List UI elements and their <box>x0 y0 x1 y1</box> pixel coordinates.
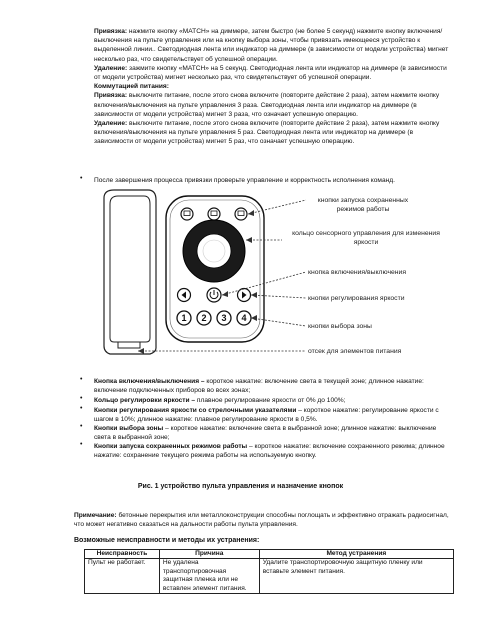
after-binding-note: После завершения процесса привязки проверьте управление и корректность исполнения команд. <box>94 177 395 184</box>
mode-button-3[interactable] <box>235 208 247 220</box>
bullet: • <box>80 376 83 383</box>
legend-brightness-ring: Кольцо регулировки яркости – плавное регулирование яркости от 0% до 100%; <box>94 397 346 404</box>
callout-touch-ring: кольцо сенсорного управления для изменения яркости <box>292 230 440 246</box>
zone-button-3-label: 3 <box>221 313 227 323</box>
cell-cause: Не удалена транспортировочная защитная пленка или не вставлен элемент питания. <box>159 559 259 594</box>
bullet: • <box>80 175 83 182</box>
table-title: Возможные неисправности и методы их устранения: <box>74 537 260 544</box>
paragraph-power-binding: Привязка: выключите питание, после этого снова включите (повторите действие 2 раза), затем нажмите кнопку включения/выключения на пульте управления 3 раза. Светодиодная лента или индикатор на диммере (в зависимости от модели устройства) мигнет 3 раза, что означает успешную операцию. <box>94 92 440 118</box>
legend-mode-buttons: Кнопки запуска сохраненных режимов работы – короткое нажатие: включение сохраненного режима; длинное нажатие: сохранение текущего режима работы на используемую кнопку. <box>94 443 445 460</box>
callout-mode-buttons: кнопки запуска сохраненных режимов работы <box>317 197 409 213</box>
cell-fix: Удалите транспортировочную защитную пленку или вставьте элемент питания. <box>259 559 453 594</box>
bullet: • <box>80 405 83 412</box>
legend-power-button: Кнопка включения/выключения – короткое нажатие: включение света в текущей зоне; длинное нажатие: включение подключенных приборов во всех зонах; <box>94 378 424 395</box>
brightness-touch-ring[interactable] <box>183 220 245 282</box>
remote-holder <box>104 190 156 354</box>
bullet: • <box>80 423 83 430</box>
table-header-row <box>85 550 454 559</box>
callout-brightness-buttons: кнопки регулирования яркости <box>308 295 405 302</box>
zone-button-2-label: 2 <box>201 313 207 323</box>
bullet: • <box>80 395 83 402</box>
table-row <box>85 559 454 594</box>
legend-brightness-arrows: Кнопки регулирования яркости со стрелочными указателями – короткое нажатие: регулирование яркости с шагом в 10%; длинное нажатие: плавное регулирование яркости в 0,5%. <box>94 407 439 424</box>
zone-button-1-label: 1 <box>181 313 187 323</box>
zone-button-4-label: 4 <box>241 313 247 323</box>
callout-zone-buttons: кнопки выбора зоны <box>308 323 372 330</box>
bullet: • <box>80 441 83 448</box>
paragraph-match-binding: Привязка: нажмите кнопку «МАТСН» на диммере, затем быстро (не более 5 секунд) нажмите кнопку включения/выключения на пульте управления или на кнопку выбора зоны, чтобы привязать имеющееся устройство к выделенной линии.. Светодиодная лента или индикатор на диммере (в зависимости от модели устройства) мигнет несколько раз, что свидетельствует об успешной операции. <box>94 28 449 63</box>
header-fault: Неисправность <box>85 550 160 559</box>
mode-button-2[interactable] <box>208 208 220 220</box>
brightness-down-button[interactable] <box>178 289 191 302</box>
troubleshooting-table <box>84 549 454 594</box>
header-fix: Метод устранения <box>259 550 453 559</box>
paragraph-power-removal: Удаление: выключите питание, после этого снова включите (повторите действие 2 раза), затем нажмите кнопку включения/выключения на пульте управления 5 раз. Светодиодная лента или индикатор на диммере (в зависимости от модели устройства) мигнет 5 раз, что означает успешную операцию. <box>94 120 440 146</box>
power-button[interactable] <box>207 288 221 302</box>
callout-power-button: кнопка включения/выключения <box>308 269 407 276</box>
callout-battery-compartment: отсек для элементов питания <box>308 348 402 355</box>
legend-zone-buttons: Кнопки выбора зоны – короткое нажатие: включение света в выбранной зоне; длинное нажатие: выключение света в выбранной зоне; <box>94 425 437 442</box>
cell-fault: Пульт не работает. <box>85 559 160 594</box>
figure-caption: Рис. 1 устройство пульта управления и назначение кнопок <box>137 483 344 490</box>
paragraph-match-removal: Удаление: зажмите кнопку «МАТСН» на 5 секунд. Светодиодная лента или индикатор на диммере (в зависимости от модели устройства) мигнет несколько раз, что свидетельствует об успешной операции. <box>94 64 447 82</box>
note-paragraph: Примечание: бетонные перекрытия или металлоконструкции способны поглощать и эффективно отражать радиосигнал, что может негативно сказаться на дальности работы пульта управления. <box>74 512 449 529</box>
header-cause: Причина <box>159 550 259 559</box>
paragraph-power-heading: Коммутацией питания: <box>94 83 169 91</box>
mode-button-1[interactable] <box>181 208 193 220</box>
